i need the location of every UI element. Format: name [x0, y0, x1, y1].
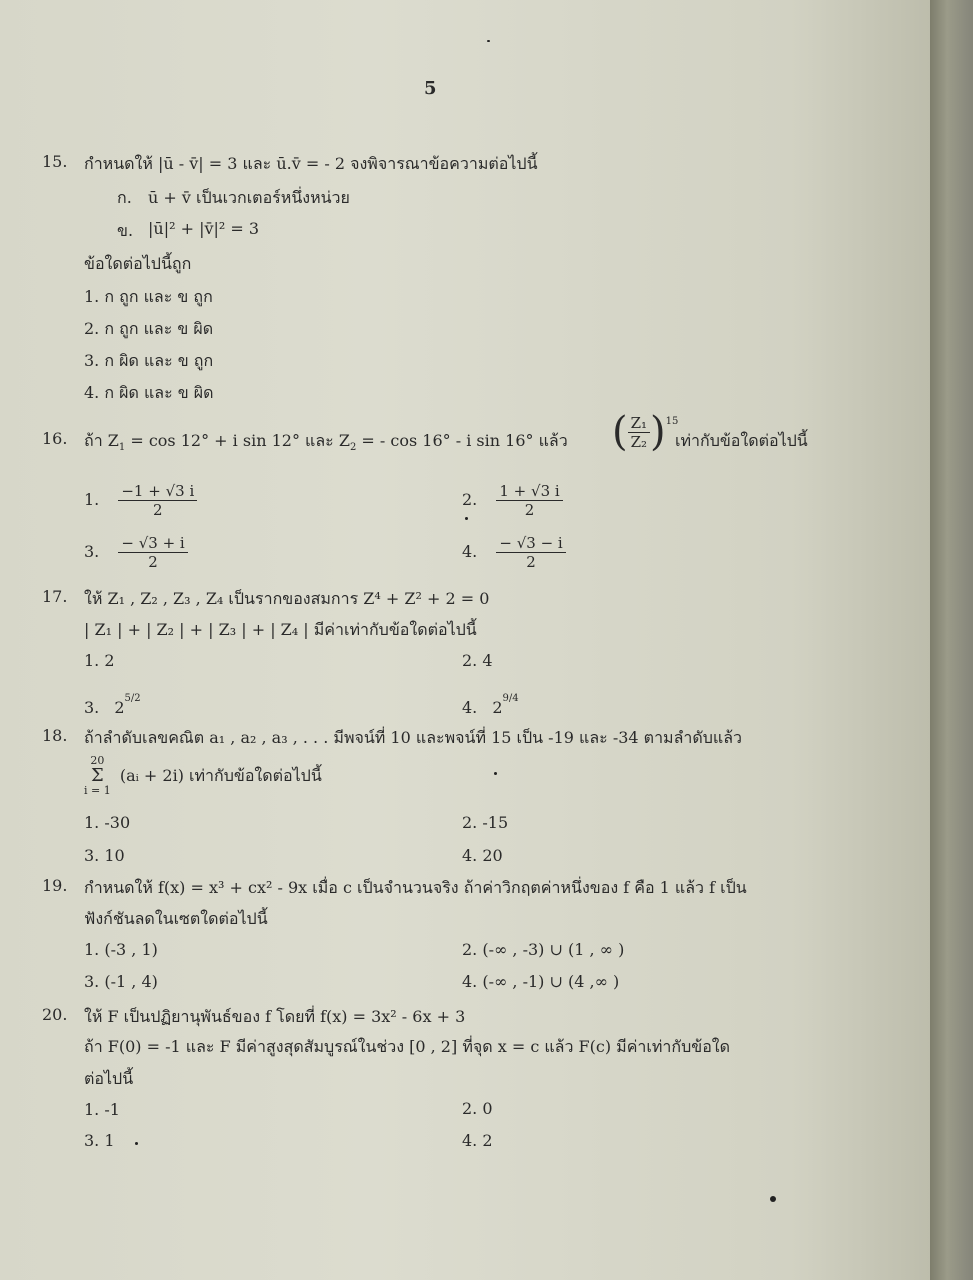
choice-label: 4. [462, 542, 478, 561]
question-text-line3: ต่อไปนี้ [84, 1069, 134, 1088]
sigma-lower: i = 1 [84, 784, 111, 798]
page-number: 5 [424, 78, 437, 99]
statement-b-text: |ū|² + |v̄|² = 3 [148, 219, 260, 238]
text-part: = - cos 16° - i sin 16° แล้ว [356, 431, 568, 450]
choice-label: 1. [84, 490, 100, 509]
choice-3: 3. ก ผิด และ ข ถูก [84, 351, 214, 370]
ink-speck [465, 517, 468, 520]
question-text: ถ้าลำดับเลขคณิต a₁ , a₂ , a₃ , . . . มีพจน์ที่ 10 และพจน์ที่ 15 เป็น -19 และ -34 ตามลำดับแล้ว [84, 728, 743, 747]
question-text: กำหนดให้ |ū - v̄| = 3 และ ū.v̄ = - 2 จงพิจารณาข้อความต่อไปนี้ [84, 154, 538, 173]
fraction-denominator: 2 [148, 553, 158, 571]
choice-label: 4. [462, 698, 478, 717]
fraction-numerator: − √3 + i [118, 534, 187, 553]
fraction-denominator: 2 [524, 501, 535, 519]
choice-1: 1. 2 [84, 651, 115, 670]
question-number: 18. [42, 726, 68, 745]
choice-1: 1. -1 [84, 1100, 120, 1119]
choice-1: 1. ก ถูก และ ข ถูก [84, 287, 213, 306]
question-number: 17. [42, 587, 68, 606]
fraction-denominator: Z₂ [630, 432, 648, 451]
question-text-line2: (aᵢ + 2i) เท่ากับข้อใดต่อไปนี้ [119, 765, 322, 785]
choice-1: 1. (-3 , 1) [84, 940, 158, 959]
question-text-end: เท่ากับข้อใดต่อไปนี้ [675, 431, 808, 450]
ink-speck [487, 40, 490, 42]
choice-4 [462, 692, 519, 717]
choice-2: 2. 4 [462, 651, 493, 670]
choice-2: 2. -15 [462, 813, 509, 832]
choice-2 [462, 482, 563, 519]
question-number: 19. [42, 876, 68, 895]
text-part: ถ้า Z [84, 431, 119, 450]
choice-3: 3. 10 [84, 846, 125, 865]
fraction-denominator: 2 [526, 553, 536, 571]
question-text [84, 429, 568, 454]
statement-a-text: ū + v̄ เป็นเวกเตอร์หนึ่งหน่วย [148, 188, 350, 207]
choice-label: 3. [84, 698, 100, 717]
choice-2: 2. (-∞ , -3) ∪ (1 , ∞ ) [462, 940, 625, 959]
sigma-icon: Σ [91, 764, 104, 786]
exponent: 5/2 [124, 692, 141, 704]
question-prompt: ข้อใดต่อไปนี้ถูก [84, 254, 192, 273]
question-text: กำหนดให้ f(x) = x³ + cx² - 9x เมื่อ c เป็นจำนวนจริง ถ้าค่าวิกฤตค่าหนึ่งของ f คือ 1 แล้ว f เป็น [84, 878, 747, 897]
choice-label: 3. [84, 542, 100, 561]
choice-3 [84, 534, 188, 571]
fraction-numerator: − √3 − i [496, 534, 565, 553]
choice-3: 3. 1 [84, 1131, 115, 1150]
power-base: 2 [114, 698, 125, 717]
choice-2: 2. 0 [462, 1099, 493, 1118]
choice-label: 2. [462, 490, 478, 509]
fraction-numerator: 1 + √3 i [496, 482, 562, 501]
choice-1: 1. -30 [84, 813, 131, 832]
question-text: ให้ F เป็นปฏิยานุพันธ์ของ f โดยที่ f(x) = 3x² - 6x + 3 [84, 1007, 466, 1026]
z-ratio-power: ( $\frac{\text{Z₁}}{\text{Z₂}}$ ) $^{15}$ [612, 409, 679, 455]
question-text-line2: ฟังก์ชันลดในเซตใดต่อไปนี้ [84, 909, 268, 928]
fraction-numerator: −1 + √3 i [118, 482, 197, 501]
exponent: 15 [665, 416, 679, 427]
choice-4: 4. ก ผิด และ ข ผิด [84, 383, 214, 402]
question-number: 20. [42, 1005, 68, 1024]
choice-4: 4. (-∞ , -1) ∪ (4 ,∞ ) [462, 972, 620, 991]
question-text-line2: | Z₁ | + | Z₂ | + | Z₃ | + | Z₄ | มีค่าเท่ากับข้อใดต่อไปนี้ [84, 620, 477, 639]
choice-3 [84, 692, 141, 717]
question-number: 16. [42, 429, 68, 448]
choice-4 [462, 534, 566, 571]
statement-a-label: ก. [117, 188, 132, 207]
summation [84, 755, 322, 797]
subscript: 1 [118, 442, 126, 454]
ink-speck [494, 772, 497, 775]
sigma-upper: 20 [90, 754, 105, 767]
question-number: 15. [42, 152, 68, 171]
question-text: ให้ Z₁ , Z₂ , Z₃ , Z₄ เป็นรากของสมการ Z⁴ + Z² + 2 = 0 [84, 589, 490, 608]
subscript: 2 [349, 442, 357, 454]
ink-speck [770, 1196, 776, 1202]
fraction-denominator: 2 [153, 501, 163, 519]
question-text-line2: ถ้า F(0) = -1 และ F มีค่าสูงสุดสัมบูรณ์ในช่วง [0 , 2] ที่จุด x = c แล้ว F(c) มีค่าเท่ากับข้อใด [84, 1037, 731, 1056]
choice-1 [84, 482, 197, 519]
power-base: 2 [492, 698, 503, 717]
page-edge-shadow [930, 0, 973, 1280]
statement-b-label: ข. [117, 221, 134, 240]
choice-2: 2. ก ถูก และ ข ผิด [84, 319, 214, 338]
fraction-numerator: Z₁ [628, 414, 650, 433]
choice-4: 4. 20 [462, 846, 503, 865]
choice-3: 3. (-1 , 4) [84, 972, 158, 991]
text-part: = cos 12° + i sin 12° และ Z [125, 431, 350, 450]
choice-4: 4. 2 [462, 1131, 493, 1150]
ink-speck [135, 1142, 138, 1145]
exponent: 9/4 [502, 692, 519, 704]
